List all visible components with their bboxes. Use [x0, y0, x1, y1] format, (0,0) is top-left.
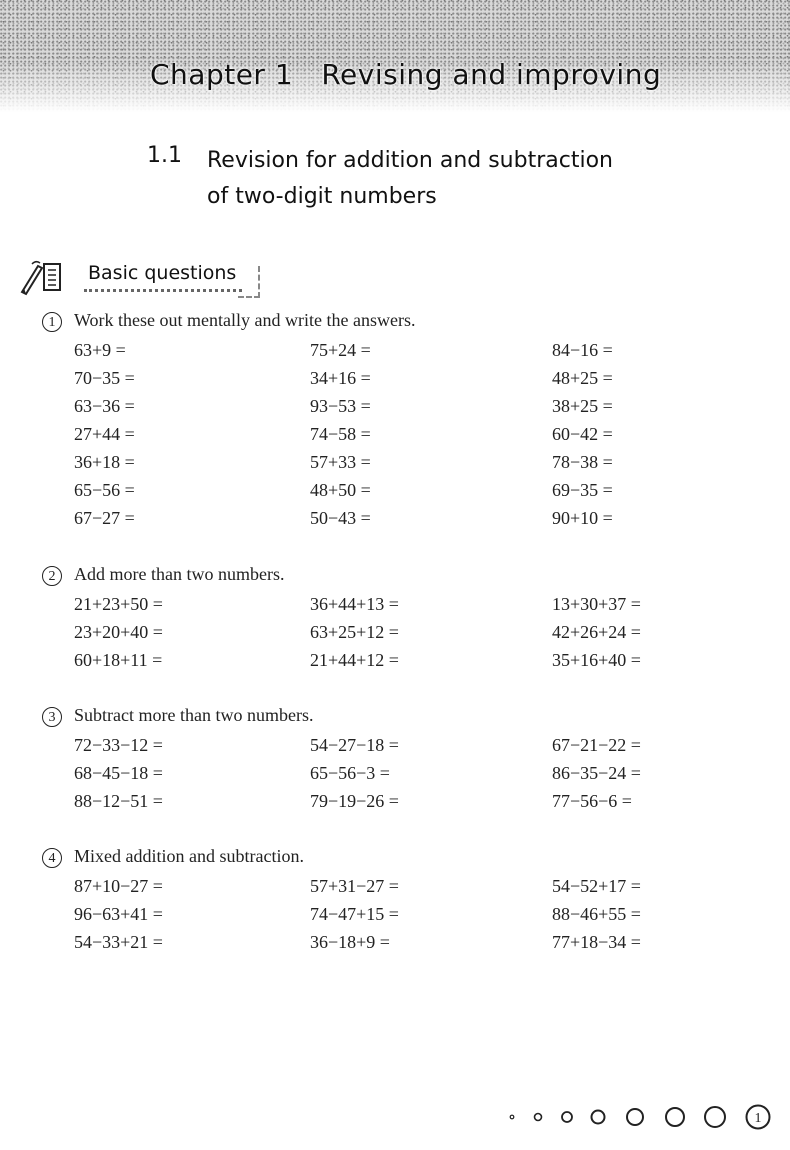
section-title-line-1: Revision for addition and subtraction [207, 148, 613, 173]
decor-circle [592, 1111, 605, 1124]
section-number: 1.1 [147, 143, 182, 168]
exercise: 93−53 = [310, 396, 371, 416]
exercise: 57+33 = [310, 452, 371, 472]
exercise: 96−63+41 = [74, 904, 163, 924]
decor-circle [705, 1107, 725, 1127]
exercise: 34+16 = [310, 368, 371, 388]
exercise: 86−35−24 = [552, 763, 641, 783]
exercise: 36+44+13 = [310, 594, 399, 614]
exercise: 21+23+50 = [74, 594, 163, 614]
decor-circle [510, 1115, 514, 1119]
exercise: 70−35 = [74, 368, 135, 388]
basic-questions-label: Basic questions [84, 262, 242, 292]
decor-circle [535, 1114, 542, 1121]
decor-circle [562, 1112, 572, 1122]
exercise: 74−47+15 = [310, 904, 399, 924]
question-number: 2 [42, 566, 62, 586]
exercise: 27+44 = [74, 424, 135, 444]
exercise: 78−38 = [552, 452, 613, 472]
exercise: 48+50 = [310, 480, 371, 500]
exercise: 35+16+40 = [552, 650, 641, 670]
exercise: 50−43 = [310, 508, 371, 528]
exercise: 90+10 = [552, 508, 613, 528]
exercise: 77+18−34 = [552, 932, 641, 952]
pencil-book-icon [18, 258, 66, 296]
exercise: 75+24 = [310, 340, 371, 360]
exercise: 67−27 = [74, 508, 135, 528]
basic-label-frame [238, 266, 260, 298]
section-title-line-2: of two-digit numbers [207, 184, 437, 209]
exercise: 88−46+55 = [552, 904, 641, 924]
page-number: 1 [754, 1111, 762, 1126]
exercise: 13+30+37 = [552, 594, 641, 614]
exercise: 21+44+12 = [310, 650, 399, 670]
question-instruction: Subtract more than two numbers. [74, 705, 314, 725]
exercise: 77−56−6 = [552, 791, 632, 811]
exercise: 79−19−26 = [310, 791, 399, 811]
exercise: 60−42 = [552, 424, 613, 444]
question-instruction: Mixed addition and subtraction. [74, 846, 304, 866]
exercise: 67−21−22 = [552, 735, 641, 755]
page-number-circles [505, 1100, 775, 1134]
exercise: 63+25+12 = [310, 622, 399, 642]
exercise: 57+31−27 = [310, 876, 399, 896]
question-number: 1 [42, 312, 62, 332]
exercise: 48+25 = [552, 368, 613, 388]
exercise: 68−45−18 = [74, 763, 163, 783]
exercise: 65−56 = [74, 480, 135, 500]
chapter-title: Chapter 1 Revising and improving [150, 58, 662, 91]
decor-circle [666, 1108, 684, 1126]
exercise: 69−35 = [552, 480, 613, 500]
exercise: 63−36 = [74, 396, 135, 416]
exercise: 87+10−27 = [74, 876, 163, 896]
exercise: 65−56−3 = [310, 763, 390, 783]
exercise: 54−33+21 = [74, 932, 163, 952]
exercise: 72−33−12 = [74, 735, 163, 755]
exercise: 54−27−18 = [310, 735, 399, 755]
chapter-banner [0, 0, 790, 112]
question-instruction: Add more than two numbers. [74, 564, 285, 584]
exercise: 23+20+40 = [74, 622, 163, 642]
question-instruction: Work these out mentally and write the answers. [74, 310, 416, 330]
exercise: 36+18 = [74, 452, 135, 472]
decor-circle [627, 1109, 643, 1125]
exercise: 88−12−51 = [74, 791, 163, 811]
question-number: 3 [42, 707, 62, 727]
exercise: 38+25 = [552, 396, 613, 416]
exercise: 60+18+11 = [74, 650, 163, 670]
exercise: 54−52+17 = [552, 876, 641, 896]
exercise: 42+26+24 = [552, 622, 641, 642]
exercise: 74−58 = [310, 424, 371, 444]
question-number: 4 [42, 848, 62, 868]
exercise: 63+9 = [74, 340, 126, 360]
exercise: 84−16 = [552, 340, 613, 360]
exercise: 36−18+9 = [310, 932, 390, 952]
section-title [207, 143, 613, 215]
